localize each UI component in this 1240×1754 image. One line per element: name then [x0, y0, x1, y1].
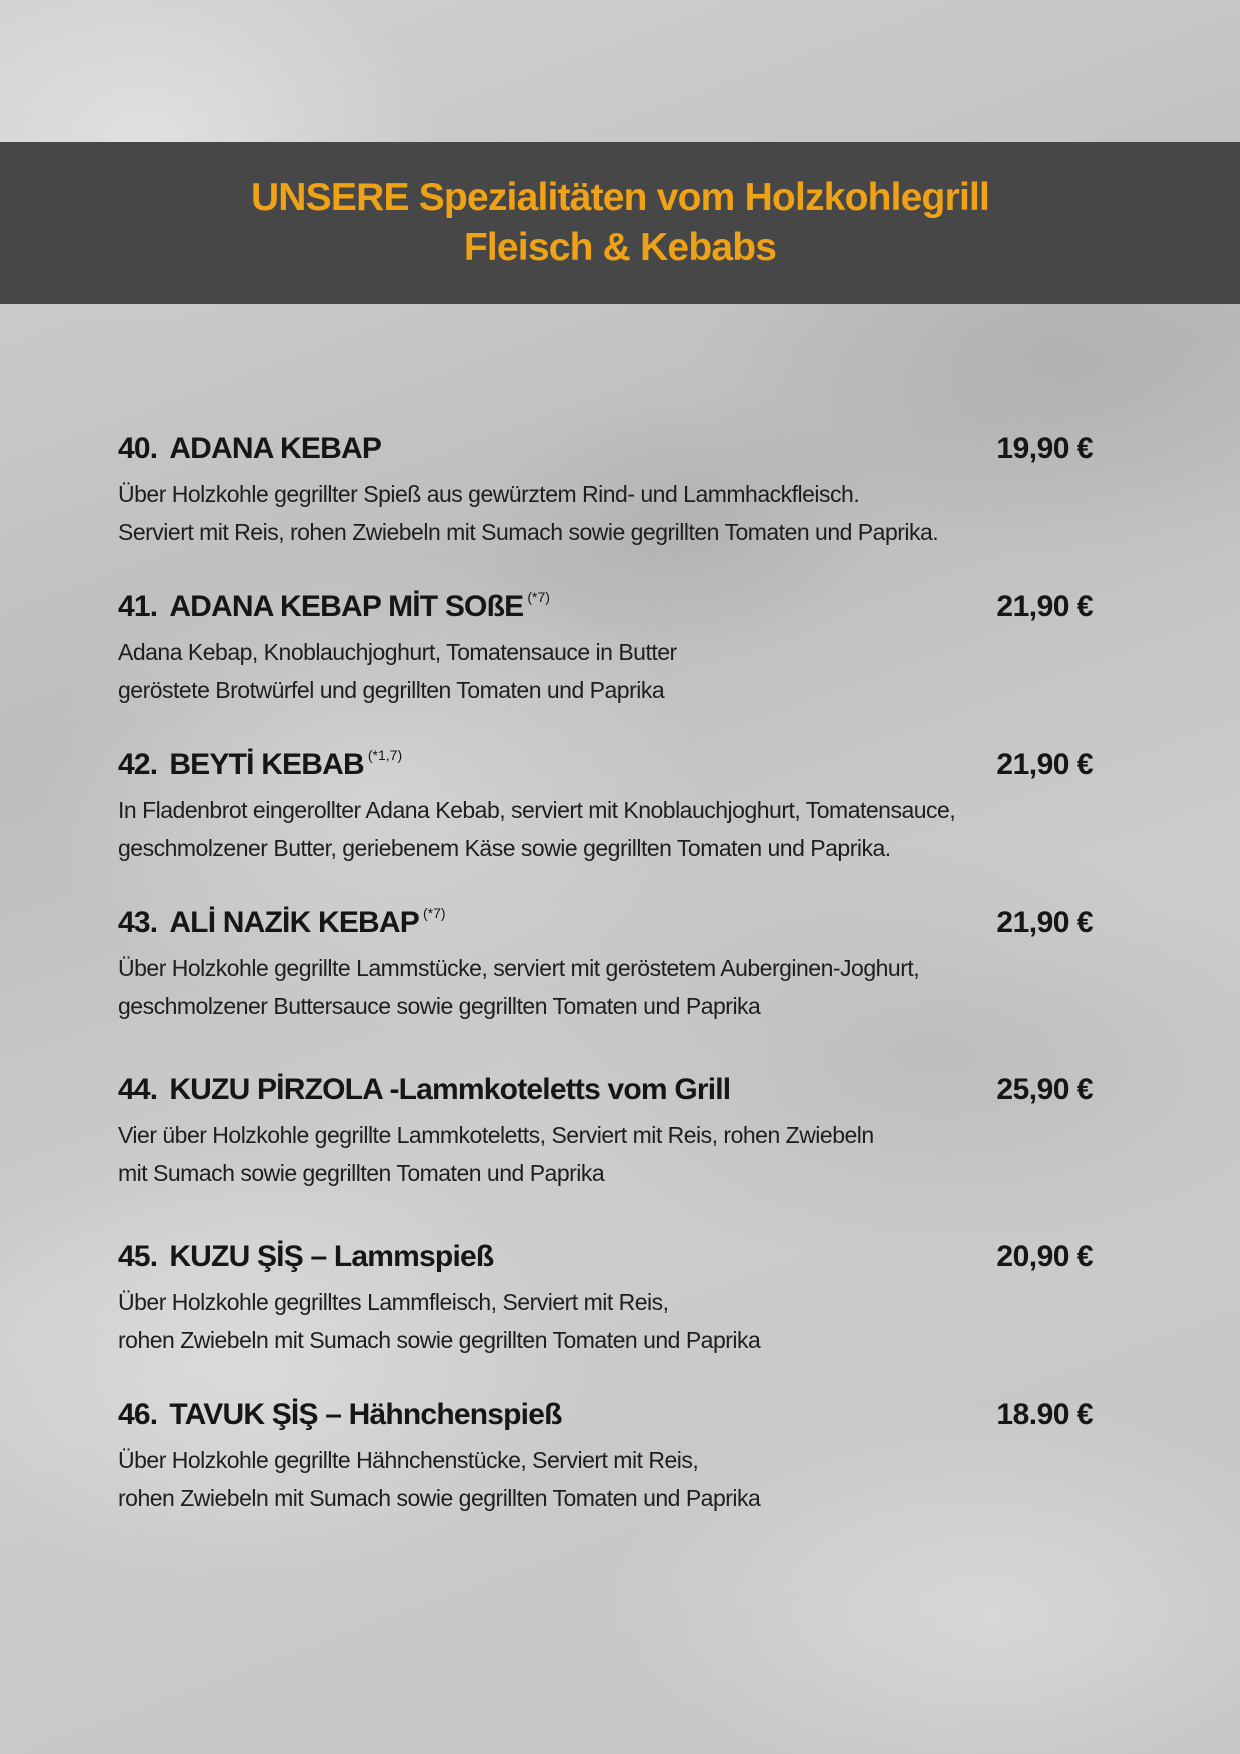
menu-item-41: [118, 589, 1093, 709]
item-price: 25,90 €: [996, 1073, 1093, 1106]
item-number: 41.: [118, 590, 158, 623]
menu-item-44: [118, 1072, 1093, 1192]
item-name: ALİ NAZİK KEBAP: [169, 906, 419, 939]
item-name: ADANA KEBAP: [169, 432, 382, 465]
item-allergen-note: (*1,7): [367, 747, 403, 763]
item-description-line: Über Holzkohle gegrilltes Lammfleisch, Serviert mit Reis,: [118, 1289, 669, 1315]
menu-item-46: [118, 1397, 1093, 1517]
item-price: 21,90 €: [996, 906, 1093, 939]
item-description-line: geschmolzener Buttersauce sowie gegrillten Tomaten und Paprika: [118, 993, 761, 1019]
item-price: 21,90 €: [996, 748, 1093, 781]
item-price: 20,90 €: [996, 1240, 1093, 1273]
item-title: [118, 747, 402, 782]
item-allergen-note: (*7): [527, 589, 550, 605]
header-band: [0, 142, 1240, 304]
item-description-line: mit Sumach sowie gegrillten Tomaten und Paprika: [118, 1160, 605, 1186]
item-number: 46.: [118, 1398, 158, 1431]
item-title: [118, 431, 385, 466]
item-title: [118, 905, 446, 940]
item-title: [118, 589, 550, 624]
menu-item-42: [118, 747, 1093, 867]
menu-item-45: [118, 1239, 1093, 1359]
header-subtitle: Fleisch & Kebabs: [463, 226, 777, 269]
item-description-line: Über Holzkohle gegrillte Lammstücke, serviert mit geröstetem Auberginen-Joghurt,: [118, 955, 920, 981]
item-allergen-note: (*7): [422, 905, 446, 921]
item-title: [118, 1397, 566, 1432]
item-description: [118, 1441, 1093, 1517]
header-title: UNSERE Spezialitäten vom Holzkohlegrill: [250, 176, 990, 219]
menu-item-40: [118, 431, 1093, 551]
item-price: 18.90 €: [996, 1398, 1093, 1431]
item-description-line: In Fladenbrot eingerollter Adana Kebab, serviert mit Knoblauchjoghurt, Tomatensauce,: [118, 797, 956, 823]
item-description: [118, 633, 1093, 709]
item-name: KUZU ŞİŞ – Lammspieß: [169, 1240, 494, 1273]
item-title: [118, 1072, 734, 1107]
item-description: [118, 791, 1093, 867]
item-description-line: Vier über Holzkohle gegrillte Lammkoteletts, Serviert mit Reis, rohen Zwiebeln: [118, 1122, 874, 1148]
item-price: 19,90 €: [996, 432, 1093, 465]
item-description: [118, 1116, 1093, 1192]
item-description-line: Adana Kebap, Knoblauchjoghurt, Tomatensauce in Butter: [118, 639, 677, 665]
item-number: 43.: [118, 906, 158, 939]
item-price: 21,90 €: [996, 590, 1093, 623]
item-name: KUZU PİRZOLA -Lammkoteletts vom Grill: [169, 1073, 731, 1106]
item-description-line: geschmolzener Butter, geriebenem Käse sowie gegrillten Tomaten und Paprika.: [118, 835, 891, 861]
item-description: [118, 949, 1093, 1025]
item-description-line: rohen Zwiebeln mit Sumach sowie gegrillten Tomaten und Paprika: [118, 1327, 761, 1353]
item-name: BEYTİ KEBAB: [169, 748, 364, 781]
item-description-line: Über Holzkohle gegrillter Spieß aus gewürztem Rind- und Lammhackfleisch.: [118, 481, 860, 507]
item-description: [118, 1283, 1093, 1359]
item-number: 44.: [118, 1073, 158, 1106]
item-description: [118, 475, 1093, 551]
menu-item-43: [118, 905, 1093, 1025]
item-number: 45.: [118, 1240, 158, 1273]
item-number: 40.: [118, 432, 158, 465]
item-description-line: rohen Zwiebeln mit Sumach sowie gegrillten Tomaten und Paprika: [118, 1485, 761, 1511]
item-description-line: Serviert mit Reis, rohen Zwiebeln mit Sumach sowie gegrillten Tomaten und Paprika.: [118, 519, 939, 545]
item-number: 42.: [118, 748, 158, 781]
item-description-line: Über Holzkohle gegrillte Hähnchenstücke, Serviert mit Reis,: [118, 1447, 699, 1473]
item-title: [118, 1239, 497, 1274]
item-description-line: geröstete Brotwürfel und gegrillten Tomaten und Paprika: [118, 677, 665, 703]
item-name: TAVUK ŞİŞ – Hähnchenspieß: [169, 1398, 562, 1431]
item-name: ADANA KEBAP MİT SOßE: [169, 590, 524, 623]
